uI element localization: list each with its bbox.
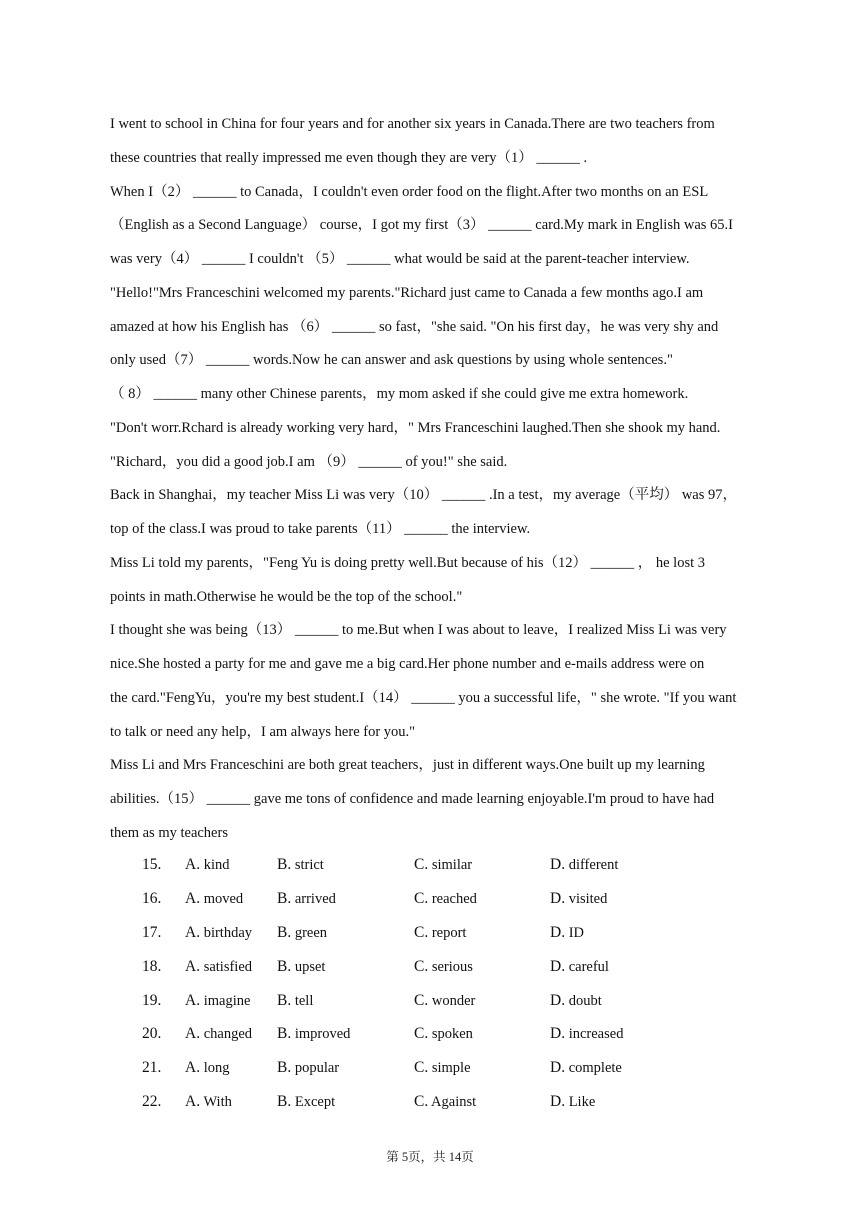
question-number: 19.: [142, 991, 162, 1009]
option-c: [414, 848, 472, 883]
passage-line: Miss Li told my parents，"Feng Yu is doing pretty well.But because of his（12） ______ ， he lost 3: [110, 554, 706, 571]
option-letter: D.: [550, 856, 566, 873]
option-letter: D.: [550, 889, 566, 907]
option-letter: B.: [277, 957, 292, 975]
option-text: doubt: [568, 992, 602, 1009]
passage-line: amazed at how his English has （6） ______ so fast，"she said. "On his first day，he was very shy and: [110, 318, 719, 335]
option-c: [414, 1085, 476, 1120]
option-d: [550, 1017, 623, 1052]
option-c: [414, 1017, 473, 1052]
passage-line: （ 8） ______ many other Chinese parents，my mom asked if she could give me extra homework.: [110, 386, 689, 402]
option-letter: B.: [277, 1025, 292, 1043]
option-text: moved: [203, 890, 244, 907]
question-number: 16.: [142, 889, 162, 907]
option-text: changed: [203, 1026, 253, 1043]
question-number: 20.: [142, 1025, 162, 1043]
option-letter: B.: [277, 991, 292, 1009]
question-number: 18.: [142, 957, 162, 975]
passage-line: points in math.Otherwise he would be the top of the school.": [110, 588, 463, 605]
option-letter: A.: [185, 1025, 201, 1043]
passage-line: to talk or need any help，I am always here for you.": [110, 723, 416, 740]
passage-line: I went to school in China for four years and for another six years in Canada.There are two teachers from: [110, 116, 715, 132]
option-b: [277, 882, 336, 917]
option-b: [277, 1051, 339, 1086]
option-a: [185, 1017, 252, 1052]
passage-line: "Richard，you did a good job.I am （9） ______ of you!" she said.: [110, 453, 508, 470]
passage-line: Back in Shanghai，my teacher Miss Li was very（10） ______ .In a test，my average（平均） was 97，: [110, 487, 737, 504]
option-text: long: [203, 1060, 230, 1077]
option-letter: A.: [185, 991, 201, 1009]
option-text: reached: [431, 890, 477, 907]
option-b: [277, 1017, 350, 1052]
question-row: [110, 1085, 752, 1119]
option-text: birthday: [203, 924, 253, 941]
option-text: spoken: [431, 1026, 473, 1043]
option-text: popular: [294, 1060, 340, 1077]
passage-line: them as my teachers: [110, 824, 228, 841]
option-text: report: [431, 924, 467, 941]
option-text: green: [294, 924, 328, 941]
passage-line: I thought she was being（13） ______ to me.But when I was about to leave，I realized Miss Li was very: [110, 622, 727, 639]
page-footer: 第 5页，共 14页: [386, 1150, 474, 1164]
question-number: 17.: [142, 923, 162, 941]
option-text: upset: [294, 958, 326, 975]
option-text: imagine: [203, 992, 251, 1009]
option-letter: A.: [185, 923, 201, 941]
option-text: different: [568, 857, 619, 873]
option-letter: C.: [414, 1025, 429, 1043]
option-text: Like: [568, 1094, 596, 1111]
passage-line: （English as a Second Language） course，I got my first（3） ______ card.My mark in English was 65.I: [110, 217, 733, 234]
option-letter: B.: [277, 1093, 292, 1111]
passage-line: abilities.（15） ______ gave me tons of confidence and made learning enjoyable.I'm proud to have had: [110, 791, 715, 807]
option-d: [550, 1085, 595, 1120]
option-letter: D.: [550, 1025, 566, 1043]
option-letter: C.: [414, 923, 429, 941]
passage-line: was very（4） ______ I couldn't （5） ______ what would be said at the parent-teacher interview.: [110, 251, 690, 267]
option-b: [277, 984, 313, 1019]
option-b: [277, 1085, 335, 1120]
option-a: [185, 916, 252, 951]
passage-line: the card."FengYu，you're my best student.I（14） ______ you a successful life，" she wrote. "If you want: [110, 689, 737, 706]
option-letter: B.: [277, 856, 292, 873]
option-d: [550, 950, 609, 985]
option-b: [277, 950, 325, 985]
option-a: [185, 882, 243, 917]
option-text: Except: [294, 1094, 336, 1111]
option-letter: D.: [550, 991, 566, 1009]
option-text: Against: [431, 1094, 477, 1111]
question-number: 15.: [142, 856, 162, 873]
passage-line: "Don't worr.Rchard is already working very hard，" Mrs Franceschini laughed.Then she shook my hand.: [110, 419, 721, 436]
option-d: [550, 882, 607, 917]
question-row: [110, 1017, 752, 1051]
passage-line: "Hello!"Mrs Franceschini welcomed my parents."Richard just came to Canada a few months ago.I am: [110, 284, 704, 301]
question-row: [110, 848, 752, 882]
option-d: [550, 984, 602, 1019]
option-letter: D.: [550, 923, 566, 941]
option-d: [550, 916, 584, 951]
option-text: improved: [294, 1026, 351, 1043]
option-text: complete: [568, 1060, 622, 1077]
option-text: serious: [431, 958, 473, 975]
option-letter: B.: [277, 889, 292, 907]
option-letter: A.: [185, 957, 201, 975]
option-letter: C.: [414, 1059, 429, 1077]
reading-passage: [110, 108, 752, 851]
question-row: [110, 984, 752, 1018]
passage-line: these countries that really impressed me even though they are very（1） ______ .: [110, 149, 588, 166]
option-letter: B.: [277, 1059, 292, 1077]
option-letter: C.: [414, 957, 429, 975]
option-letter: C.: [414, 856, 429, 873]
option-text: similar: [431, 857, 473, 873]
option-text: arrived: [294, 890, 336, 907]
option-text: wonder: [431, 992, 476, 1009]
option-letter: C.: [414, 991, 429, 1009]
question-number: 22.: [142, 1093, 162, 1111]
question-row: [110, 916, 752, 950]
question-row: [110, 950, 752, 984]
option-c: [414, 916, 466, 951]
option-text: kind: [203, 857, 230, 873]
option-text: simple: [431, 1060, 471, 1077]
option-c: [414, 882, 477, 917]
passage-line: top of the class.I was proud to take parents（11） ______ the interview.: [110, 521, 531, 537]
option-text: visited: [568, 890, 608, 907]
option-letter: D.: [550, 1059, 566, 1077]
question-number: 21.: [142, 1059, 162, 1077]
option-text: increased: [568, 1026, 624, 1043]
option-letter: A.: [185, 889, 201, 907]
option-a: [185, 848, 229, 883]
option-text: ID: [568, 924, 585, 941]
option-a: [185, 1051, 229, 1086]
passage-line: nice.She hosted a party for me and gave me a big card.Her phone number and e-mails address were on: [110, 656, 705, 672]
option-text: With: [203, 1094, 232, 1111]
question-row: [110, 1051, 752, 1085]
option-text: satisfied: [203, 958, 253, 975]
option-letter: A.: [185, 1059, 201, 1077]
question-options: [110, 848, 752, 1119]
option-letter: A.: [185, 856, 201, 873]
passage-line: When I（2） ______ to Canada，I couldn't even order food on the flight.After two months on an ESL: [110, 183, 709, 200]
option-b: [277, 848, 324, 883]
option-b: [277, 916, 327, 951]
option-text: careful: [568, 958, 609, 975]
option-letter: D.: [550, 1093, 566, 1111]
option-text: tell: [294, 992, 314, 1009]
question-row: [110, 882, 752, 916]
passage-line: only used（7） ______ words.Now he can answer and ask questions by using whole sentences.": [110, 352, 673, 369]
option-a: [185, 950, 252, 985]
option-text: strict: [294, 857, 324, 873]
option-letter: B.: [277, 923, 292, 941]
passage-line: Miss Li and Mrs Franceschini are both great teachers，just in different ways.One built up my learning: [110, 757, 705, 774]
option-letter: C.: [414, 1093, 429, 1111]
option-c: [414, 1051, 471, 1086]
option-c: [414, 984, 475, 1019]
option-d: [550, 1051, 622, 1086]
option-a: [185, 984, 250, 1019]
option-c: [414, 950, 473, 985]
option-letter: C.: [414, 889, 429, 907]
option-letter: D.: [550, 957, 566, 975]
option-letter: A.: [185, 1093, 201, 1111]
option-d: [550, 848, 618, 883]
option-a: [185, 1085, 232, 1120]
